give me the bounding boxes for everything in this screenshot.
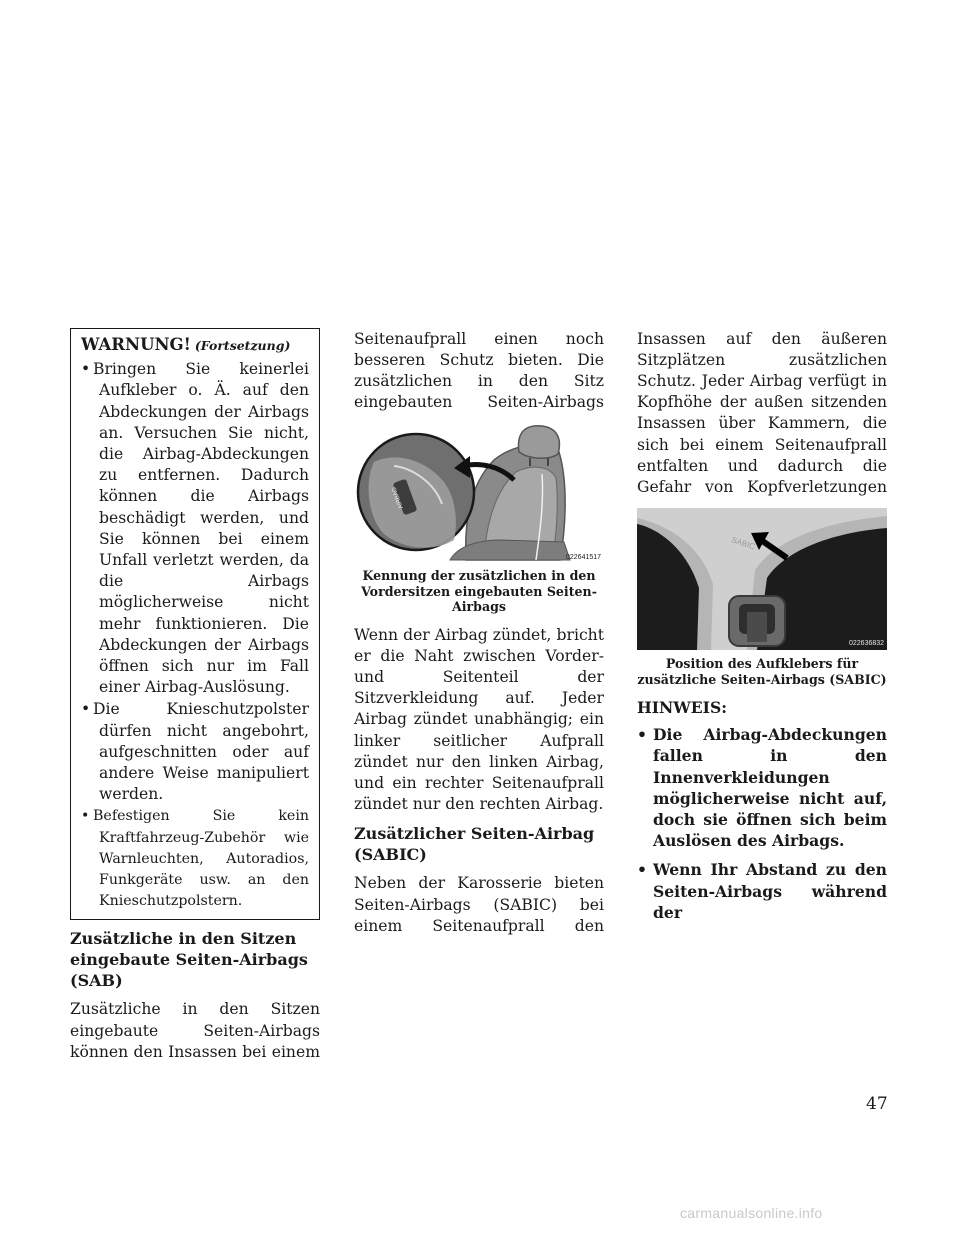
sabic-paragraph-continued: [637, 328, 887, 498]
sabic-heading: Zusätzlicher Seiten-Airbag (SABIC): [354, 824, 595, 865]
column-right: [637, 328, 887, 931]
column-middle: [354, 328, 604, 937]
sab-paragraph-continued: [354, 328, 604, 412]
note-title: HINWEIS:: [637, 698, 727, 717]
warning-item: • Bringen Sie keinerlei Aufkleber o. Ä. auf den Abdeckungen der Airbags an. Versuchen Sie nicht, die Airbag-Abdeckungen zu entfernen. Dadurch können die Airbags beschädigt werden, und Sie können bei einem Unfall verletzt werden, da die Airbags möglicherweise nicht mehr funktionieren. Die Abdeckungen der Airbags öffnen sich nur im Fall einer Airbag-Auslösung.: [87, 359, 309, 698]
warning-list: [81, 359, 309, 912]
sabic-paragraph: [354, 873, 604, 937]
warning-continued: (Fortsetzung): [194, 338, 291, 353]
airbag-badge-text: AIRBAG: [391, 485, 405, 510]
note-item: • Wenn Ihr Abstand zu den Seiten-Airbags während der: [637, 859, 887, 923]
sab-heading: Zusätzliche in den Sitzen eingebaute Seiten-Airbags (SAB): [70, 929, 308, 991]
note-list: [637, 724, 887, 923]
figure2-code: 022636832: [849, 640, 885, 647]
deploy-paragraph: Wenn der Airbag zündet, bricht er die Naht zwischen Vorder- und Seitenteil der Sitzverkleidung auf. Jeder Airbag zündet unabhängig; ein linker seitlicher Aufprall zündet nur den linken Airbag, und ein rechter Seitenaufprall zündet nur den rechten Airbag.: [354, 625, 604, 814]
figure1-code: 022641517: [566, 554, 602, 561]
page-number: 47: [866, 1094, 888, 1114]
warning-label: WARNUNG!: [81, 335, 191, 354]
warning-item: • Die Knieschutzpolster dürfen nicht angebohrt, aufgeschnitten oder auf andere Weise manipuliert werden.: [87, 699, 309, 805]
figure1-caption: Kennung der zusätzlichen in den Vordersitzen eingebauten Seiten-Airbags: [361, 568, 597, 614]
watermark: carmanualsonline.info: [680, 1205, 823, 1221]
column-left: [70, 328, 320, 1063]
warning-item: • Befestigen Sie kein Kraftfahrzeug-Zubehör wie Warnleuchten, Autoradios, Funkgeräte usw. an den Knieschutzpolstern.: [87, 806, 309, 912]
warning-title: [81, 334, 309, 356]
sabic-paragraph-text-continued: Insassen auf den äußeren Sitzplätzen zusätzlichen Schutz. Jeder Airbag verfügt in Kopfhöhe der außen sitzenden Insassen über Kammern, die sich bei einem Seitenaufprall entfalten und dadurch die Gefahr von Kopfverletzungen: [637, 329, 887, 497]
sabic-label-illustration: [637, 508, 887, 650]
sabic-paragraph-text: Neben der Karosserie bieten Seiten-Airbags (SABIC) bei einem Seitenaufprall den: [354, 874, 604, 935]
seat-airbag-figure: [354, 422, 604, 562]
warning-box: [70, 328, 320, 920]
note-item: • Die Airbag-Abdeckungen fallen in den Innenverkleidungen möglicherweise nicht auf, doch sie öffnen sich beim Auslösen des Airbags.: [637, 724, 887, 851]
sabic-figure: [637, 508, 887, 650]
sab-paragraph-text: Zusätzliche in den Sitzen eingebaute Seiten-Airbags können den Insassen bei einem: [70, 1000, 320, 1061]
sab-paragraph-text-continued: Seitenaufprall einen noch besseren Schutz bieten. Die zusätzlichen in den Sitz eingebauten Seiten-Airbags: [354, 329, 604, 412]
figure2-caption: Position des Aufklebers für zusätzliche Seiten-Airbags (SABIC): [637, 656, 887, 687]
seat-airbag-illustration: [354, 422, 604, 562]
sabic-badge-text: SABIC: [730, 535, 757, 552]
sab-paragraph: [70, 999, 320, 1063]
